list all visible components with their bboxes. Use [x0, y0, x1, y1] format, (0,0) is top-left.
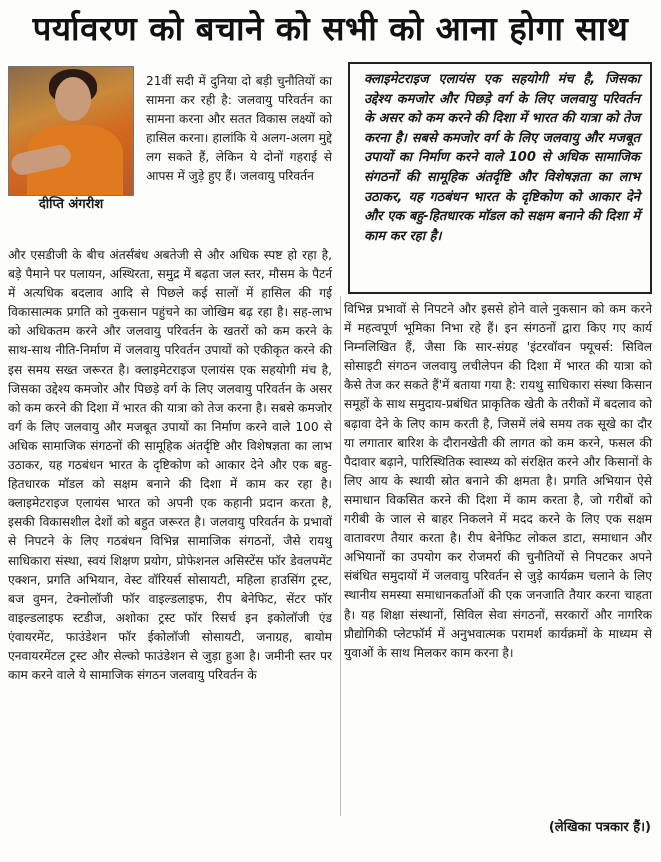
pull-quote-box — [348, 62, 652, 294]
author-name: दीप्ति अंगरीश — [38, 197, 104, 212]
headline: पर्यावरण को बचाने को सभी को आना होगा साथ — [32, 9, 629, 48]
column-divider — [340, 296, 341, 816]
author-signoff: (लेखिका पत्रकार हैं।) — [548, 820, 651, 835]
photo-figure-face — [55, 77, 91, 121]
pull-quote-text: क्लाइमेटराइज एलायंस एक सहयोगी मंच है, जिसका उद्देश्य कमजोर और पिछड़े वर्ग के लिए जलवायु परिवर्तन के असर को कम करने की दिशा में भारत की यात्रा को तेज करना है। सबसे कमजोर वर्ग के लिए जलवायु और मजबूत उपायों का निर्माण करने वाले 100 से अधिक सामाजिक संगठनों की सामूहिक अंतर्दृष्टि और विशेषज्ञता का लाभ उठाकर, यह गठबंधन भारत के दृष्टिकोण को आकार देने और एक बहु-हितधारक मॉडल को सक्षम बनाने की दिशा में काम कर रहा है। — [364, 72, 640, 244]
article-intro: 21वीं सदी में दुनिया दो बड़ी चुनौतियों का सामना कर रही है: जलवायु परिवर्तन का सामना करना और सतत विकास लक्ष्यों को हासिल करना। हालांकि ये अलग-अलग मुद्दे लग सकते हैं, लेकिन ये दोनों गहराई से आपस में जुड़े हुए हैं। जलवायु परिवर्तन — [146, 74, 332, 184]
article-right-column: विभिन्न प्रभावों से निपटने और इससे होने वाले नुकसान को कम करने में महत्वपूर्ण भूमिका निभा रहे हैं। इन संगठनों द्वारा किए गए कार्य निम्नलिखित हैं, जैसा कि सार-संग्रह 'इंटरवॉवन फ्यूचर्स: सिविल सोसाइटी संगठन जलवायु लचीलेपन की दिशा में भारत की यात्रा को कैसे तेज कर सकते हैं'में बताया गया है: रायथु साधिकारा संस्था किसान समूहों के साथ समुदाय-प्रबंधित प्राकृतिक खेती के तरीकों में बदलाव को बढ़ावा देने के लिए काम करती है, जिसमें लंबे समय तक सूखे का दौर या लगातार बारिश के दौरानखेती की लागत को कम करने, फसल की पैदावार बढ़ाने, पारिस्थितिक स्वास्थ्य को संरक्षित करने और किसानों के लिए आय के स्थायी स्रोत बनाने की क्षमता है। प्रगति अभियान ऐसे समाधान विकसित करने की दिशा में काम करता है, जो गरीबों को गरीबी के जाल से बाहर निकलने में मदद करने के लिए एक सक्षम वातावरण तैयार करता है। रीप बेनेफिट लोकल डाटा, समाधान और अभियानों का उपयोग कर रोजमर्रा की चुनौतियों से निपटकर अपने संबंधित समुदायों में जलवायु परिवर्तन से जुड़े कार्यक्रम चलाने के लिए स्थानीय समस्या समाधानकर्ताओं की एक जनजाति तैयार करना चाहता है। यह शिक्षा संस्थानों, सिविल सेवा संगठनों, सरकारों और नागरिक प्रौद्योगिकी प्लेटफॉर्म में अनुभवात्मक परामर्श कार्यक्रमों के माध्यम से युवाओं के साथ मिलकर काम करना है। — [344, 302, 652, 660]
article-left-column: और एसडीजी के बीच अंतर्संबंध अबतेजी से और अधिक स्पष्ट हो रहा है, बड़े पैमाने पर पलायन, अस्थिरता, समुद्र में बढ़ता जल स्तर, मौसम के पैटर्न में अत्यधिक बदलाव आदि से पिछले कई सालों में हासिल की गई विकासात्मक प्रगति को नुकसान पहुंचने का जोखिम बढ़ रहा है। सह-लाभ को अधिकतम करने और जलवायु परिवर्तन के खतरों को कम करने के साथ-साथ नीति-निर्माण में जलवायु परिवर्तन उपायों को एकीकृत करने की इस समय सख्त जरूरत है। क्लाइमेटराइज एलायंस एक सहयोगी मंच है, जिसका उद्देश्य कमजोर और पिछड़े वर्ग के लिए जलवायु परिवर्तन के असर को कम करने की दिशा में भारत की यात्रा को तेज करना है। सबसे कमजोर वर्ग के लिए जलवायु और मजबूत उपायों का निर्माण करने वाले 100 से अधिक सामाजिक संगठनों की सामूहिक अंतर्दृष्टि और विशेषज्ञता का लाभ उठाकर, यह गठबंधन भारत के दृष्टिकोण को आकार देने और एक बहु-हितधारक मॉडल को सक्षम बनाने की दिशा में काम कर रहा है। क्लाइमेटराइज एलायंस भारत को अपनी एक कहानी प्रदान करता है, इसकी विकासशील देशों को बहुत जरूरत है। जलवायु परिवर्तन के प्रभावों से निपटने के लिए गठबंधन विभिन्न सामाजिक संगठनों, जैसे रायथु साधिकारा संस्था, स्वयं शिक्षण प्रयोग, प्रोफेशनल असिस्टेंस फॉर डेवलपमेंट एक्शन, प्रगति अभियान, वेस्ट वॉरियर्स सोसायटी, महिला हाउसिंग ट्रस्ट, बज वुमन, टेक्नोलॉजी फॉर वाइल्डलाइफ, रीप बेनेफिट, सेंटर फॉर वाइल्डलाइफ स्टडीज, अशोका ट्रस्ट फॉर रिसर्च इन इकोलॉजी एंड एंवायरमेंट, फाउंडेशन फॉर ईकोलॉजी सोसायटी, जनाग्रह, बायोम एनवायरमेंटल ट्रस्ट और सेल्को फाउंडेशन से जुड़ा हुआ है। जमीनी स्तर पर काम करने वाले ये सामाजिक संगठन जलवायु परिवर्तन के — [8, 248, 332, 683]
author-photo — [8, 66, 134, 196]
